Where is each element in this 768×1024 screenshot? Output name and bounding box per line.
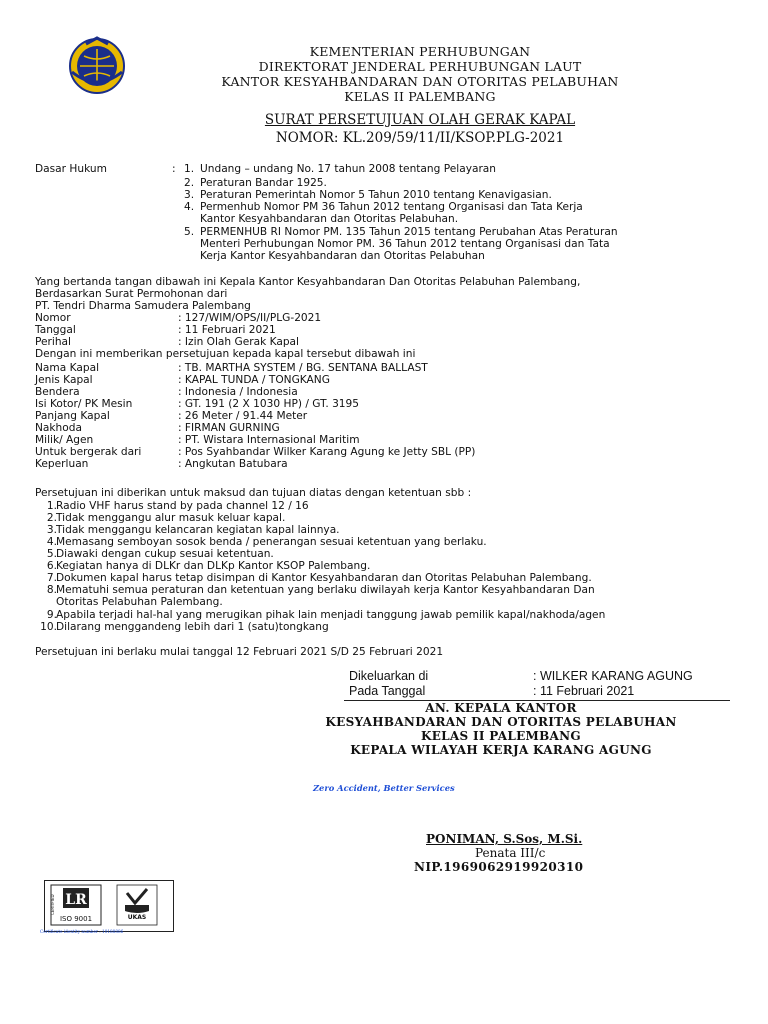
field-value: : Indonesia / Indonesia — [178, 386, 298, 398]
intro-line-2: Berdasarkan Surat Permohonan dari — [35, 288, 228, 300]
header-line-1: KEMENTERIAN PERHUBUNGAN — [309, 44, 531, 59]
ketentuan-item: Dokumen kapal harus tetap disimpan di Kantor Kesyahbandaran dan Otoritas Pelabuhan Palembang. — [56, 572, 592, 584]
document-title: SURAT PERSETUJUAN OLAH GERAK KAPAL — [264, 112, 576, 128]
ketentuan-num: 1. — [46, 500, 57, 512]
field-label: Milik/ Agen — [35, 434, 94, 446]
issued-date-value: : 11 Februari 2021 — [533, 684, 635, 698]
ketentuan-item: Tidak menggangu alur masuk keluar kapal. — [56, 512, 286, 524]
ketentuan-item: Kegiatan hanya di DLKr dan DLKp Kantor KSOP Palembang. — [56, 560, 371, 572]
ketentuan-num: 6. — [46, 560, 57, 572]
issued-place-value: : WILKER KARANG AGUNG — [533, 669, 693, 683]
dasar-hukum-item: Peraturan Pemerintah Nomor 5 Tahun 2010 tentang Kenavigasian. — [200, 189, 552, 201]
ketentuan-num: 5. — [46, 548, 57, 560]
dasar-hukum-num: 3. — [184, 189, 195, 201]
ketentuan-item: Mematuhi semua peraturan dan ketentuan yang berlaku diwilayah kerja Kantor Kesyahbandaran Dan — [56, 584, 595, 596]
persetujuan-intro: Dengan ini memberikan persetujuan kepada kapal tersebut dibawah ini — [35, 348, 416, 360]
ketentuan-num: 10. — [40, 621, 57, 633]
kemenhub-logo — [66, 36, 128, 98]
field-label: Nama Kapal — [35, 362, 100, 374]
dasar-hukum-num: 4. — [184, 201, 195, 213]
ketentuan-intro: Persetujuan ini diberikan untuk maksud dan tujuan diatas dengan ketentuan sbb : — [35, 487, 472, 499]
field-label: Isi Kotor/ PK Mesin — [35, 398, 133, 410]
ketentuan-num: 2. — [46, 512, 57, 524]
field-value: : KAPAL TUNDA / TONGKANG — [178, 374, 330, 386]
field-value: : 127/WIM/OPS/II/PLG-2021 — [178, 312, 322, 324]
ketentuan-item-cont: Otoritas Pelabuhan Palembang. — [56, 596, 223, 608]
dasar-hukum-label: Dasar Hukum — [35, 163, 107, 175]
certificate-identity-number: Certificate identity number : 10188886 — [40, 929, 124, 934]
ukas-label: UKAS — [127, 914, 147, 921]
iso-label: ISO 9001 — [59, 915, 93, 923]
header-line-3: KANTOR KESYAHBANDARAN DAN OTORITAS PELABUHAN — [221, 74, 619, 89]
iso-cert-icon — [45, 881, 173, 931]
ketentuan-num: 9. — [46, 609, 57, 621]
dasar-hukum-item: PERMENHUB RI Nomor PM. 135 Tahun 2015 tentang Perubahan Atas Peraturan — [200, 226, 618, 238]
ketentuan-num: 8. — [46, 584, 57, 596]
field-label: Nakhoda — [35, 422, 82, 434]
slogan: Zero Accident, Better Services — [313, 783, 455, 793]
document-number: NOMOR: KL.209/59/11/II/KSOP.PLG-2021 — [275, 130, 565, 146]
ketentuan-num: 7. — [46, 572, 57, 584]
dasar-hukum-item: Peraturan Bandar 1925. — [200, 177, 327, 189]
field-label: Nomor — [35, 312, 71, 324]
dasar-hukum-colon: : — [172, 163, 176, 175]
field-label: Tanggal — [35, 324, 76, 336]
header-line-2: DIREKTORAT JENDERAL PERHUBUNGAN LAUT — [258, 59, 582, 74]
field-value: : FIRMAN GURNING — [178, 422, 280, 434]
field-value: : PT. Wistara Internasional Maritim — [178, 434, 360, 446]
dasar-hukum-item-cont: Menteri Perhubungan Nomor PM. 36 Tahun 2012 tentang Organisasi dan Tata — [200, 238, 610, 250]
ketentuan-item: Diawaki dengan cukup sesuai ketentuan. — [56, 548, 274, 560]
field-value: : 11 Februari 2021 — [178, 324, 276, 336]
svg-text:LR: LR — [65, 892, 87, 908]
intro-line-1: Yang bertanda tangan dibawah ini Kepala Kantor Kesyahbandaran Dan Otoritas Pelabuhan Palembang, — [35, 276, 581, 288]
signatory-nip: NIP.196906291992031​0 — [414, 860, 584, 874]
field-label: Perihal — [35, 336, 71, 348]
ketentuan-num: 3. — [46, 524, 57, 536]
signature-head-3: KELAS II PALEMBANG — [421, 729, 581, 743]
signature-head-1: AN. KEPALA KANTOR — [425, 701, 577, 715]
dasar-hukum-item: Undang – undang No. 17 tahun 2008 tentang Pelayaran — [200, 163, 497, 175]
field-label: Panjang Kapal — [35, 410, 110, 422]
signature-head-4: KEPALA WILAYAH KERJA KARANG AGUNG — [350, 743, 652, 757]
field-value: : GT. 191 (2 X 1030 HP) / GT. 3195 — [178, 398, 360, 410]
certification-badge — [44, 880, 174, 932]
dasar-hukum-num: 2. — [184, 177, 195, 189]
header-line-4: KELAS II PALEMBANG — [344, 89, 496, 104]
dasar-hukum-item-cont: Kantor Kesyahbandaran dan Otoritas Pelabuhan. — [200, 213, 459, 225]
field-label: Bendera — [35, 386, 80, 398]
field-label: Untuk bergerak dari — [35, 446, 142, 458]
intro-line-3: PT. Tendri Dharma Samudera Palembang — [35, 300, 251, 312]
ketentuan-item: Radio VHF harus stand by pada channel 12 / 16 — [56, 500, 309, 512]
field-value: : Angkutan Batubara — [178, 458, 288, 470]
signatory-name: PONIMAN, S.Sos, M.Si. — [426, 832, 583, 846]
certified-label: CERTIFIED — [50, 894, 55, 915]
ketentuan-item: Dilarang menggandeng lebih dari 1 (satu)tongkang — [56, 621, 329, 633]
signatory-rank: Penata III/c — [475, 846, 546, 860]
field-value: : TB. MARTHA SYSTEM / BG. SENTANA BALLAST — [178, 362, 428, 374]
field-value: : Izin Olah Gerak Kapal — [178, 336, 299, 348]
signature-head-2: KESYAHBANDARAN DAN OTORITAS PELABUHAN — [325, 715, 677, 729]
ketentuan-num: 4. — [46, 536, 57, 548]
validity-period: Persetujuan ini berlaku mulai tanggal 12 Februari 2021 S/D 25 Februari 2021 — [35, 646, 444, 658]
ketentuan-item: Tidak menggangu kelancaran kegiatan kapal lainnya. — [56, 524, 340, 536]
ketentuan-item: Memasang semboyan sosok benda / penerangan sesuai ketentuan yang berlaku. — [56, 536, 487, 548]
field-value: : Pos Syahbandar Wilker Karang Agung ke Jetty SBL (PP) — [178, 446, 476, 458]
dasar-hukum-num: 5. — [184, 226, 195, 238]
dasar-hukum-item: Permenhub Nomor PM 36 Tahun 2012 tentang Organisasi dan Tata Kerja — [200, 201, 583, 213]
ketentuan-item: Apabila terjadi hal-hal yang merugikan pihak lain menjadi tanggung jawab pemilik kapal/nakhoda/agen — [56, 609, 606, 621]
dasar-hukum-item-cont: Kerja Kantor Kesyahbandaran dan Otoritas Pelabuhan — [200, 250, 485, 262]
issued-date-label: Pada Tanggal — [349, 684, 426, 698]
issued-place-label: Dikeluarkan di — [349, 669, 429, 683]
field-label: Keperluan — [35, 458, 89, 470]
field-value: : 26 Meter / 91.44 Meter — [178, 410, 308, 422]
dasar-hukum-num: 1. — [184, 163, 195, 175]
field-label: Jenis Kapal — [35, 374, 93, 386]
